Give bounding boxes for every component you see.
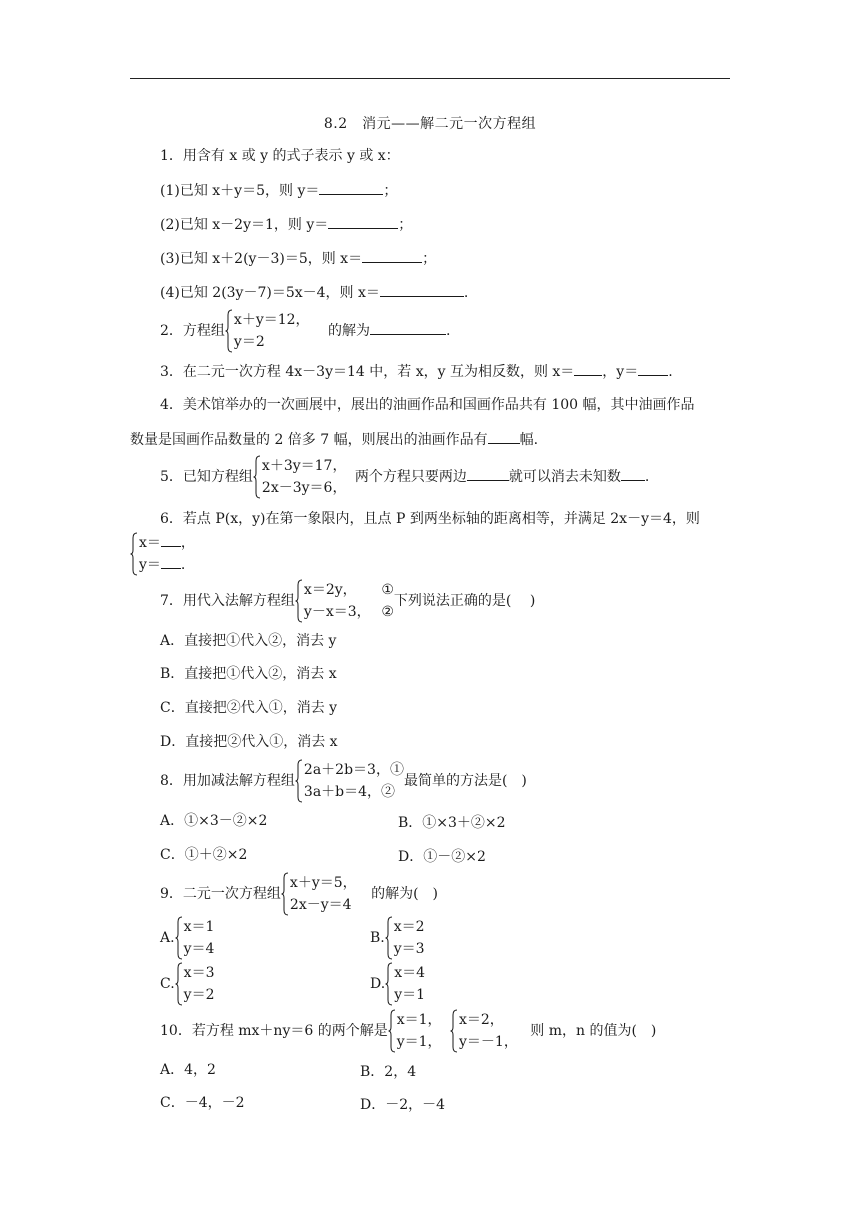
brace-icon xyxy=(295,579,303,623)
q9-option-a: A. x＝1 y＝4 xyxy=(160,916,214,960)
q10: 10．若方程 mx＋ny＝6 的两个解是 x＝1， y＝1， x＝2， y＝－1， 则 m，n 的值为( ) xyxy=(160,1009,656,1053)
q8-option-d: D．①－②×2 xyxy=(398,849,486,865)
q7-option-b: B．直接把①代入②，消去 x xyxy=(160,666,337,682)
answer-blank xyxy=(328,214,398,229)
solution-2: x＝2， y＝－1， xyxy=(450,1009,518,1053)
q7: 7．用代入法解方程组 x＝2y， ① y－x＝3， ② 下列说法正确的是( ) xyxy=(160,579,535,623)
equation-system: x＋3y＝17， 2x－3y＝6， xyxy=(253,455,347,499)
brace-icon xyxy=(175,916,183,960)
q10-option-d: D．－2，－4 xyxy=(360,1097,446,1113)
answer-blank xyxy=(638,361,668,376)
q1-part3: (3)已知 x＋2(y－3)＝5，则 x＝ ； xyxy=(160,248,436,268)
q1-part2: (2)已知 x－2y＝1，则 y＝ ； xyxy=(160,214,412,234)
q8-option-b: B．①×3＋②×2 xyxy=(398,815,506,831)
q2: 2．方程组 x＋y＝12， y＝2 的解为 . xyxy=(160,309,450,353)
answer-blank xyxy=(467,466,509,481)
answer-blank xyxy=(370,320,446,335)
answer-blank xyxy=(161,554,181,569)
q7-option-c: C．直接把②代入①，消去 y xyxy=(160,700,338,716)
q3: 3．在二元一次方程 4x－3y＝14 中，若 x，y 互为相反数，则 x＝ ，y＝ . xyxy=(160,361,673,381)
brace-icon xyxy=(175,962,183,1006)
brace-icon xyxy=(385,962,393,1006)
equation-system: 2a＋2b＝3，① 3a＋b＝4，② xyxy=(295,759,404,803)
equation-system: x＋y＝12， y＝2 xyxy=(225,309,310,353)
header-rule xyxy=(130,78,730,79)
answer-blank xyxy=(488,429,520,444)
q10-option-c: C．－4，－2 xyxy=(160,1095,245,1111)
brace-icon xyxy=(450,1009,458,1053)
equation-system: x＝2y， ① y－x＝3， ② xyxy=(295,579,394,623)
q1-stem: 1．用含有 x 或 y 的式子表示 y 或 x： xyxy=(160,148,400,164)
answer-blank xyxy=(362,248,422,263)
q9-option-d: D. x＝4 y＝1 xyxy=(370,962,425,1006)
equation-system: x＝ ， y＝ . xyxy=(130,532,195,576)
brace-icon xyxy=(385,916,393,960)
q9: 9．二元一次方程组 x＋y＝5， 2x－y＝4 的解为( ) xyxy=(160,872,438,916)
brace-icon xyxy=(388,1009,396,1053)
q8: 8．用加减法解方程组 2a＋2b＝3，① 3a＋b＝4，② 最简单的方法是( ) xyxy=(160,759,527,803)
answer-blank xyxy=(319,180,383,195)
brace-icon xyxy=(130,532,138,576)
q1-part4: (4)已知 2(3y－7)＝5x－4，则 x＝ . xyxy=(160,282,468,302)
brace-icon xyxy=(295,759,303,803)
q4-line2: 数量是国画作品数量的 2 倍多 7 幅，则展出的油画作品有 幅. xyxy=(130,429,538,449)
solution-1: x＝1， y＝1， xyxy=(388,1009,442,1053)
page-title: 8.2 消元——解二元一次方程组 xyxy=(323,116,537,132)
answer-blank xyxy=(574,361,602,376)
equation-system: x＋y＝5， 2x－y＝4 xyxy=(281,872,357,916)
q9-option-b: B. x＝2 y＝3 xyxy=(370,916,425,960)
q10-option-a: A．4，2 xyxy=(160,1062,216,1078)
q7-option-d: D．直接把②代入①，消去 x xyxy=(160,734,338,750)
q9-option-c: C. x＝3 y＝2 xyxy=(160,962,215,1006)
answer-blank xyxy=(380,282,464,297)
q10-option-b: B．2，4 xyxy=(360,1064,417,1080)
q7-option-a: A．直接把①代入②，消去 y xyxy=(160,633,337,649)
q1-part1: (1)已知 x＋y＝5，则 y＝ ； xyxy=(160,180,397,200)
q8-option-a: A．①×3－②×2 xyxy=(160,813,268,829)
brace-icon xyxy=(225,309,233,353)
brace-icon xyxy=(253,455,261,499)
answer-blank xyxy=(161,532,181,547)
q6-answer xyxy=(130,532,195,576)
answer-blank xyxy=(621,466,645,481)
q4-line1: 4．美术馆举办的一次画展中，展出的油画作品和国画作品共有 100 幅，其中油画作品 xyxy=(160,397,695,413)
q8-option-c: C．①＋②×2 xyxy=(160,847,248,863)
brace-icon xyxy=(281,872,289,916)
q5: 5．已知方程组 x＋3y＝17， 2x－3y＝6， 两个方程只要两边 就可以消去未知数 . xyxy=(160,455,649,499)
q6-line1: 6．若点 P(x，y)在第一象限内，且点 P 到两坐标轴的距离相等，并满足 2x－y＝4，则 xyxy=(160,511,700,527)
